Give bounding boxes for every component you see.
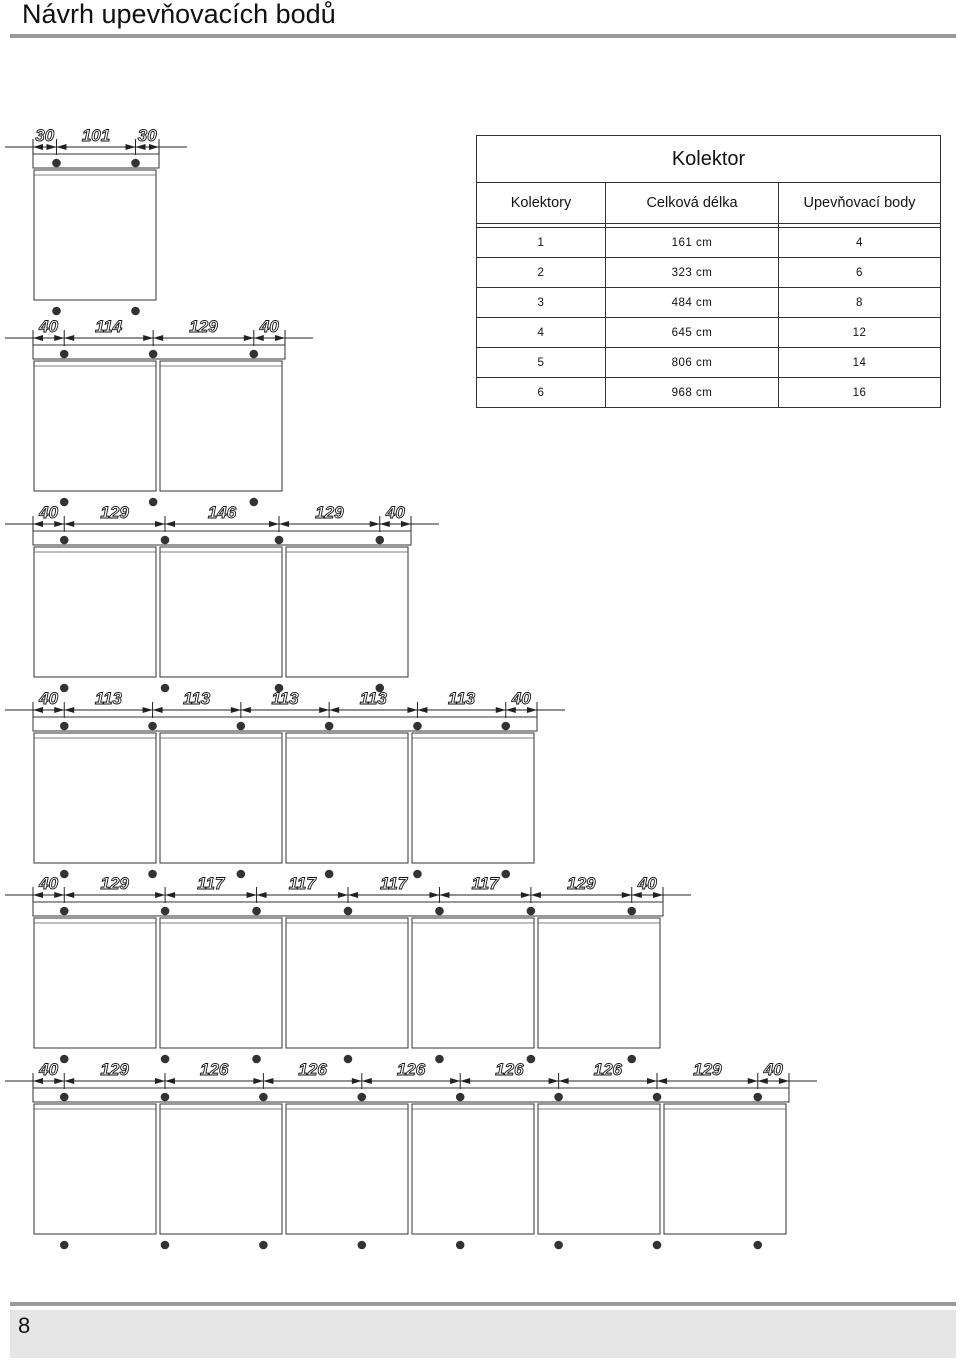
dimension-label: 117 <box>197 874 225 893</box>
mounting-point <box>161 1241 170 1250</box>
mounting-point <box>527 907 536 916</box>
dimension-label: 129 <box>693 1060 722 1079</box>
dimension-label: 126 <box>495 1060 524 1079</box>
mounting-rail <box>33 1088 789 1102</box>
mounting-rail <box>33 154 159 168</box>
cell-celkova-delka: 968 cm <box>606 378 779 408</box>
mounting-point <box>344 1055 353 1064</box>
mounting-point <box>653 1241 662 1250</box>
mounting-rail <box>33 717 537 731</box>
mounting-point <box>60 498 69 507</box>
mounting-point <box>501 722 510 731</box>
collector-panel <box>34 547 156 677</box>
dimension-label: 126 <box>298 1060 327 1079</box>
column-header-kolektory: Kolektory <box>477 183 606 224</box>
dimension-label: 126 <box>200 1060 229 1079</box>
cell-celkova-delka: 323 cm <box>606 258 779 288</box>
mounting-point <box>60 1241 69 1250</box>
arrow-head <box>329 707 339 713</box>
dimension-label: 30 <box>137 126 157 145</box>
collector-panel <box>286 547 408 677</box>
mounting-point <box>60 350 69 359</box>
arrow-head <box>450 1078 460 1084</box>
mounting-rail <box>33 531 411 545</box>
column-header-celkova-delka: Celková délka <box>606 183 779 224</box>
arrow-head <box>521 892 531 898</box>
mounting-point <box>753 1241 762 1250</box>
mounting-point <box>148 870 157 879</box>
collector-panel <box>34 733 156 863</box>
collector-panel <box>412 1104 534 1234</box>
table-row <box>477 318 941 348</box>
collector-panel <box>160 361 282 491</box>
dimension-label: 40 <box>39 317 59 336</box>
table-row <box>477 348 941 378</box>
mounting-point <box>149 498 158 507</box>
mounting-point <box>131 307 140 316</box>
dimension-label: 40 <box>259 317 279 336</box>
arrow-head <box>407 707 417 713</box>
dimension-label: 117 <box>380 874 408 893</box>
arrow-head <box>231 707 241 713</box>
table-row <box>477 228 941 258</box>
collector-panel <box>160 918 282 1048</box>
table-title: Kolektor <box>477 136 941 183</box>
dimension-label: 114 <box>95 317 123 336</box>
collector-panel <box>160 547 282 677</box>
dimension-label: 113 <box>94 689 122 708</box>
dimension-label: 40 <box>39 1060 59 1079</box>
diagram-3-collectors <box>5 503 439 692</box>
dimension-label: 129 <box>315 503 344 522</box>
dimension-label: 129 <box>189 317 218 336</box>
arrow-head <box>64 335 74 341</box>
arrow-head <box>269 521 279 527</box>
diagram-2-collectors <box>5 317 313 506</box>
collector-panel <box>160 1104 282 1234</box>
cell-celkova-delka: 484 cm <box>606 288 779 318</box>
arrow-head <box>559 1078 569 1084</box>
dimension-label: 40 <box>39 503 59 522</box>
mounting-point <box>161 1093 170 1102</box>
collector-panel <box>286 733 408 863</box>
mounting-point <box>249 350 258 359</box>
collector-panel <box>412 918 534 1048</box>
collector-panel <box>538 918 660 1048</box>
mounting-point <box>501 870 510 879</box>
page-number: 8 <box>18 1313 31 1338</box>
cell-kolektory: 4 <box>477 318 606 348</box>
arrow-head <box>362 1078 372 1084</box>
mounting-point <box>60 907 69 916</box>
arrow-head <box>257 892 267 898</box>
table-header-row <box>477 183 941 224</box>
cell-kolektory: 6 <box>477 378 606 408</box>
cell-upevnovaci-body: 4 <box>779 228 941 258</box>
arrow-head <box>263 1078 273 1084</box>
collector-panel <box>34 1104 156 1234</box>
mounting-point <box>435 1055 444 1064</box>
arrow-head <box>748 1078 758 1084</box>
cell-celkova-delka: 806 cm <box>606 348 779 378</box>
mounting-point <box>527 1055 536 1064</box>
dimension-label: 40 <box>385 503 405 522</box>
arrow-head <box>143 707 153 713</box>
arrow-head <box>143 335 153 341</box>
cell-upevnovaci-body: 16 <box>779 378 941 408</box>
arrow-head <box>348 892 358 898</box>
arrow-head <box>549 1078 559 1084</box>
dimension-label: 129 <box>100 874 129 893</box>
collector-panel <box>286 1104 408 1234</box>
mounting-point <box>161 536 170 545</box>
mounting-point <box>60 722 69 731</box>
arrow-head <box>165 1078 175 1084</box>
mounting-point <box>252 1055 261 1064</box>
dimension-label: 126 <box>396 1060 426 1079</box>
mounting-point <box>259 1241 268 1250</box>
dimension-label: 113 <box>448 689 476 708</box>
mounting-point <box>60 1093 69 1102</box>
mounting-point <box>249 498 258 507</box>
dimension-label: 40 <box>39 874 59 893</box>
arrow-head <box>253 1078 263 1084</box>
dimension-label: 117 <box>288 874 316 893</box>
mounting-point <box>60 870 69 879</box>
dimension-label: 126 <box>593 1060 622 1079</box>
dimension-label: 40 <box>39 689 59 708</box>
arrow-head <box>64 1078 74 1084</box>
mounting-point <box>275 536 284 545</box>
diagram-6-collectors <box>5 1060 817 1249</box>
arrow-head <box>165 521 175 527</box>
arrow-head <box>370 521 380 527</box>
arrow-head <box>429 892 439 898</box>
diagram-5-collectors <box>5 874 691 1063</box>
column-header-upevnovaci-body: Upevňovací body <box>803 195 916 211</box>
mounting-point <box>60 1055 69 1064</box>
arrow-head <box>155 892 165 898</box>
collector-panel <box>286 918 408 1048</box>
dimension-label: 113 <box>183 689 211 708</box>
arrow-head <box>244 335 254 341</box>
arrow-head <box>352 1078 362 1084</box>
page-title: Návrh upevňovacích bodů <box>22 0 336 29</box>
arrow-head <box>64 521 74 527</box>
cell-upevnovaci-body: 6 <box>779 258 941 288</box>
mounting-point <box>237 870 246 879</box>
mounting-point <box>375 536 384 545</box>
collector-panel <box>34 170 156 300</box>
kolektor-table <box>476 135 941 408</box>
mounting-point <box>148 722 157 731</box>
mounting-point <box>627 1055 636 1064</box>
arrow-head <box>338 892 348 898</box>
mounting-point <box>627 907 636 916</box>
arrow-head <box>153 335 163 341</box>
arrow-head <box>460 1078 470 1084</box>
mounting-point <box>52 159 61 168</box>
mounting-point <box>161 684 170 693</box>
dimension-label: 30 <box>35 126 55 145</box>
arrow-head <box>165 892 175 898</box>
dimension-label: 117 <box>471 874 499 893</box>
mounting-point <box>237 722 246 731</box>
mounting-point <box>357 1093 366 1102</box>
mounting-point <box>344 907 353 916</box>
arrow-head <box>155 521 165 527</box>
cell-kolektory: 5 <box>477 348 606 378</box>
dimension-label: 40 <box>637 874 657 893</box>
footer-rule <box>10 1302 956 1306</box>
cell-upevnovaci-body: 8 <box>779 288 941 318</box>
mounting-point <box>653 1093 662 1102</box>
collector-panel <box>160 733 282 863</box>
collector-panel <box>34 361 156 491</box>
arrow-head <box>56 144 66 150</box>
arrow-head <box>657 1078 667 1084</box>
mounting-point <box>149 350 158 359</box>
arrow-head <box>155 1078 165 1084</box>
arrow-head <box>64 892 74 898</box>
dimension-label: 40 <box>511 689 531 708</box>
table-row <box>477 258 941 288</box>
arrow-head <box>247 892 257 898</box>
mounting-point <box>435 907 444 916</box>
mounting-point <box>753 1093 762 1102</box>
mounting-point <box>52 307 61 316</box>
dimension-label: 101 <box>81 126 111 145</box>
mounting-point <box>161 907 170 916</box>
mounting-point <box>554 1093 563 1102</box>
mounting-point <box>456 1093 465 1102</box>
arrow-head <box>496 707 506 713</box>
arrow-head <box>126 144 136 150</box>
diagram-4-collectors <box>5 689 565 878</box>
dimension-label: 113 <box>271 689 299 708</box>
footer-bar <box>10 1310 956 1358</box>
mounting-point <box>357 1241 366 1250</box>
dimension-label: 129 <box>100 1060 129 1079</box>
mounting-point <box>60 684 69 693</box>
collector-panel <box>538 1104 660 1234</box>
mounting-point <box>259 1093 268 1102</box>
arrow-head <box>439 892 449 898</box>
table-row <box>477 378 941 408</box>
arrow-head <box>319 707 329 713</box>
diagram-1-collectors <box>5 126 187 315</box>
mounting-point <box>413 870 422 879</box>
mounting-point <box>413 722 422 731</box>
arrow-head <box>647 1078 657 1084</box>
mounting-point <box>456 1241 465 1250</box>
cell-upevnovaci-body: 14 <box>779 348 941 378</box>
mounting-point <box>131 159 140 168</box>
collector-panel <box>664 1104 786 1234</box>
dimension-label: 146 <box>207 503 237 522</box>
mounting-point <box>554 1241 563 1250</box>
dimension-label: 129 <box>100 503 129 522</box>
cell-upevnovaci-body: 12 <box>779 318 941 348</box>
mounting-rail <box>33 345 285 359</box>
collector-panel <box>412 733 534 863</box>
mounting-point <box>325 722 334 731</box>
cell-kolektory: 2 <box>477 258 606 288</box>
arrow-head <box>64 707 74 713</box>
table-row <box>477 288 941 318</box>
cell-celkova-delka: 161 cm <box>606 228 779 258</box>
arrow-head <box>531 892 541 898</box>
arrow-head <box>622 892 632 898</box>
arrow-head <box>279 521 289 527</box>
mounting-point <box>252 907 261 916</box>
collector-panel <box>34 918 156 1048</box>
dimension-label: 129 <box>567 874 596 893</box>
arrow-head <box>153 707 163 713</box>
dimension-label: 40 <box>763 1060 783 1079</box>
cell-celkova-delka: 645 cm <box>606 318 779 348</box>
cell-kolektory: 3 <box>477 288 606 318</box>
arrow-head <box>417 707 427 713</box>
dimension-label: 113 <box>359 689 387 708</box>
mounting-point <box>325 870 334 879</box>
cell-kolektory: 1 <box>477 228 606 258</box>
mounting-point <box>161 1055 170 1064</box>
mounting-point <box>60 536 69 545</box>
arrow-head <box>241 707 251 713</box>
